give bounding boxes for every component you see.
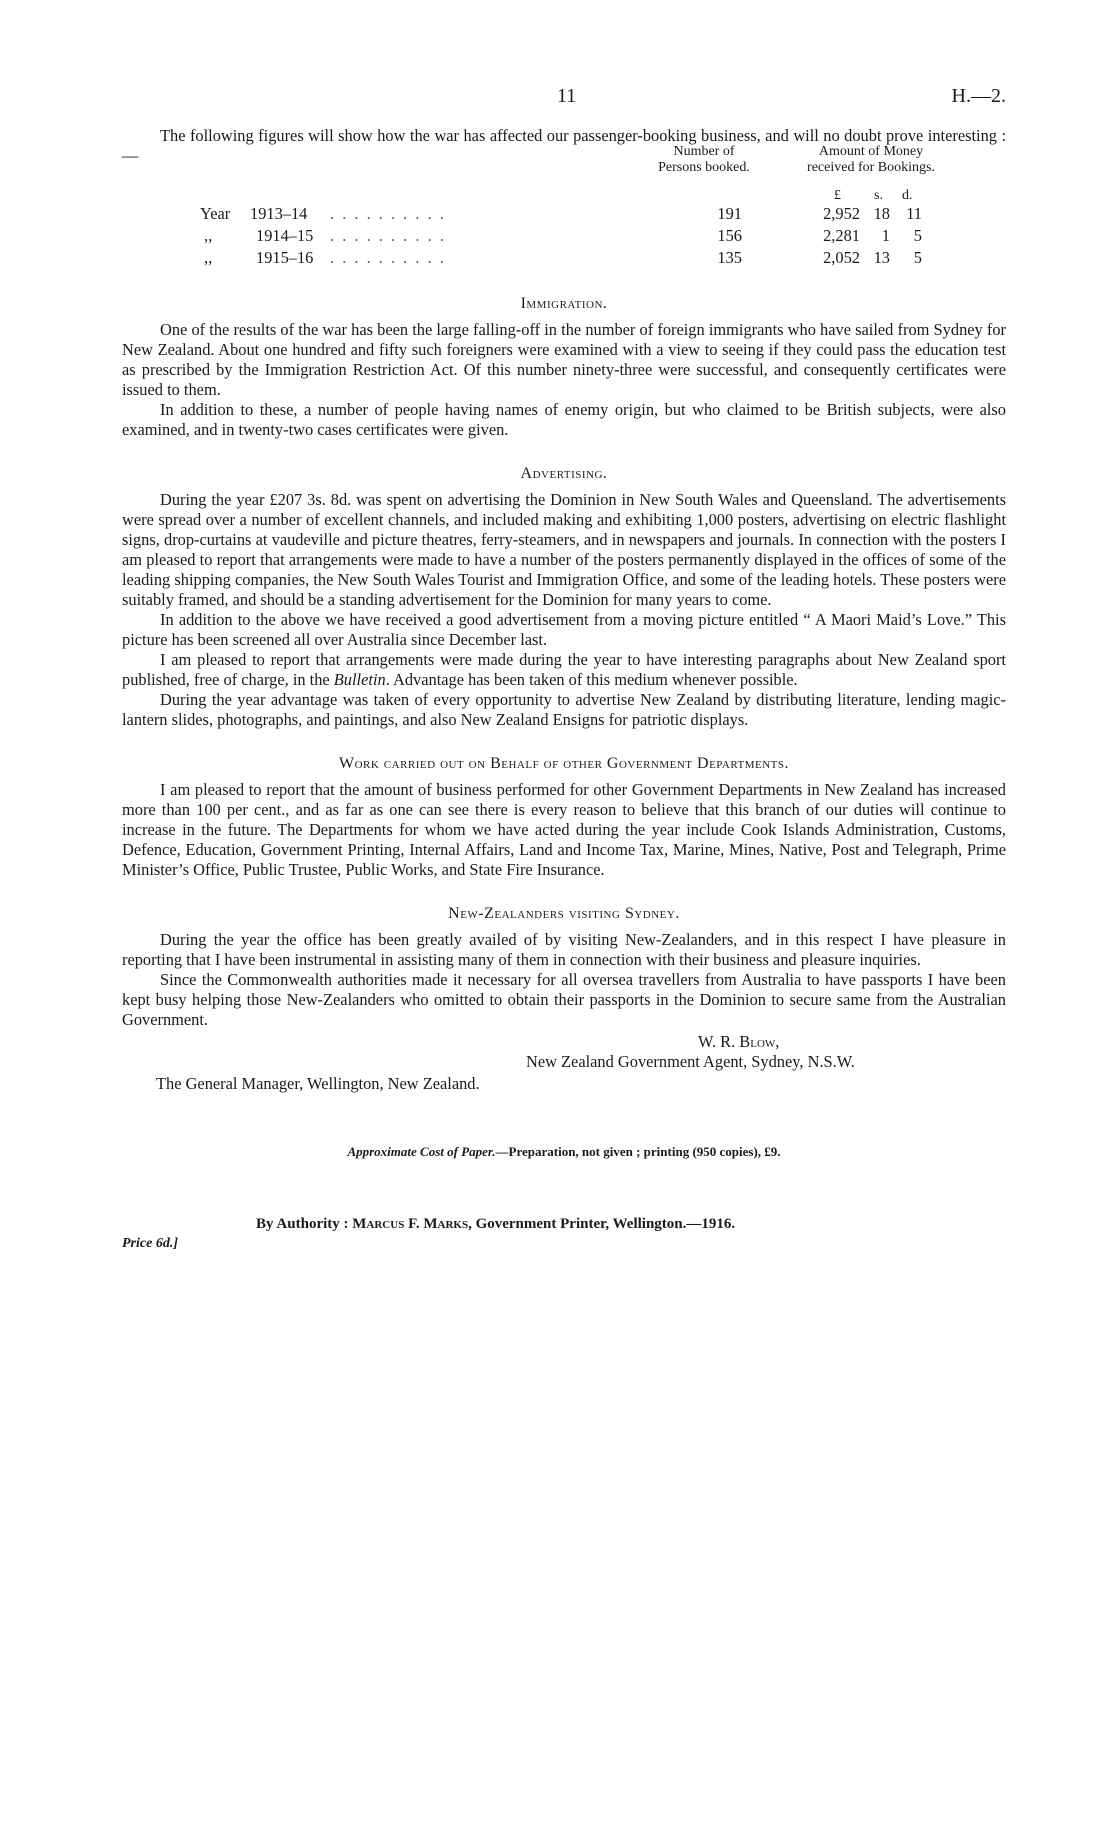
signatory-name: W. R. Blow, [698, 1032, 780, 1051]
amount-received-header: Amount of Money received for Bookings. [807, 144, 935, 175]
page-number: 11 [557, 85, 577, 107]
signature-block [122, 1032, 1006, 1094]
visiting-heading: New-Zealanders visiting Sydney. [448, 905, 680, 922]
document-reference: H.—2. [951, 85, 1006, 107]
visiting-paragraph: Since the Commonwealth authorities made it necessary for all oversea travellers from Australia to have passports I have been kept busy helping those New-Zealanders who omitted to obtain their passports in the Dominion to secure same from the Australian Government. [122, 970, 1006, 1029]
booking-table-header [122, 144, 1006, 188]
work-departments-heading: Work carried out on Behalf of other Government Departments. [338, 755, 790, 772]
visiting-paragraph: During the year the office has been greatly availed of by visiting New-Zealanders, and in this respect I have pleasure in reporting that I have been instrumental in assisting many of them in connection with their business and pleasure inquiries. [122, 930, 1006, 969]
document-page [122, 86, 1006, 1254]
signatory-title: New Zealand Government Agent, Sydney, N.S.W. [526, 1052, 855, 1071]
advertising-paragraph: I am pleased to report that arrangements were made during the year to have interesting paragraphs about New Zealand sport published, free of charge, in the Bulletin. Advantage has been taken of this medium whenever possible. [122, 650, 1006, 689]
immigration-paragraph: One of the results of the war has been the large falling-off in the number of foreign immigrants who have sailed from Sydney for New Zealand. About one hundred and fifty such foreigners were examined with a view to seeing if they could pass the education test as prescribed by the Immigration Restriction Act. Of this number ninety-three were successful, and consequently certificates were issued to them. [122, 320, 1006, 399]
price-note: Price 6d.] [122, 1236, 178, 1251]
table-row: ,, 1915–16 . . . . . . . . . . 135 2,052 13 5 [204, 248, 922, 267]
paper-cost-note: Approximate Cost of Paper.—Preparation, not given ; printing (950 copies), £9. [347, 1144, 781, 1159]
immigration-heading: Immigration. [520, 295, 608, 312]
advertising-paragraph: During the year advantage was taken of every opportunity to advertise New Zealand by distributing literature, lending magic-lantern slides, photographs, and paintings, and also New Zealand Ensigns for patriotic displays. [122, 690, 1006, 729]
unit-pence: d. [902, 188, 913, 203]
immigration-paragraph: In addition to these, a number of people having names of enemy origin, but who claimed to be British subjects, were also examined, and in twenty-two cases certificates were given. [122, 400, 1006, 439]
work-paragraph: I am pleased to report that the amount of business performed for other Government Departments in New Zealand has increased more than 100 per cent., and as far as one can see there is every reason to believe that this branch of our duties will continue to increase in the future. The Departments for whom we have acted during the year include Cook Islands Administration, Customs, Defence, Education, Government Printing, Internal Affairs, Land and Income Tax, Marine, Mines, Native, Post and Telegraph, Prime Minister’s Office, Public Trustee, Public Works, and State Fire Insurance. [122, 780, 1006, 879]
addressee: The General Manager, Wellington, New Zealand. [156, 1074, 480, 1093]
currency-units-row [122, 188, 1006, 204]
advertising-heading: Advertising. [520, 465, 608, 482]
unit-shillings: s. [874, 188, 883, 203]
bulletin-title: Bulletin [333, 670, 386, 689]
imprint-footer [122, 1214, 1006, 1254]
advertising-paragraph: During the year £207 3s. 8d. was spent on advertising the Dominion in New South Wales and Queensland. The advertisements were spread over a number of excellent channels, and included making and exhibiting 1,000 posters, advertising on electric flashlight signs, drop-curtains at vaudeville and picture theatres, ferry-steamers, and in newspapers and journals. In connection with the posters I am pleased to report that arrangements were made to have a number of the posters permanently displayed in the offices of some of the leading shipping companies, the New South Wales Tourist and Immigration Office, and some of the leading hotels. These posters were suitably framed, and should be a standing advertisement for the Dominion for many years to come. [122, 490, 1006, 609]
intro-paragraph: The following figures will show how the war has affected our passenger-booking business, and will no doubt prove interesting :— [122, 126, 1006, 165]
printer-name: Marcus F. Marks [352, 1216, 469, 1232]
table-row: ,, 1914–15 . . . . . . . . . . 156 2,281 1 5 [204, 226, 922, 245]
advertising-paragraph: In addition to the above we have received a good advertisement from a moving picture entitled “ A Maori Maid’s Love.” This picture has been screened all over Australia since December last. [122, 610, 1006, 649]
page-header [122, 86, 1006, 114]
cost-label: Approximate Cost of Paper. [347, 1144, 496, 1159]
unit-pounds: £ [834, 188, 841, 203]
table-row: Year 1913–14 . . . . . . . . . . 191 2,952 18 11 [200, 204, 922, 223]
printer-authority: By Authority : Marcus F. Marks, Government Printer, Wellington.—1916. [256, 1216, 736, 1232]
persons-booked-header: Number of Persons booked. [658, 144, 750, 175]
